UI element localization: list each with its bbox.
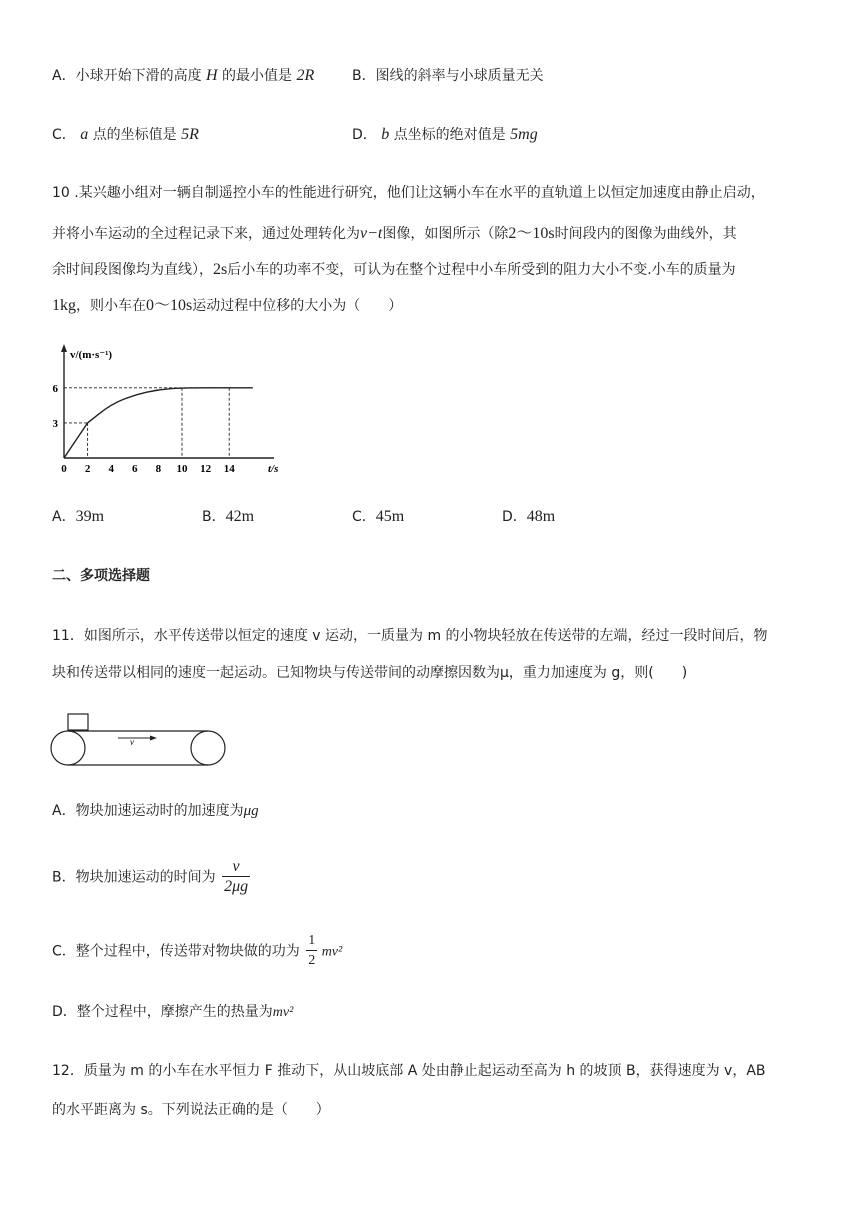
y-tick-label-6: 6 <box>52 382 58 395</box>
velocity-label: v <box>130 737 134 747</box>
x-tick-label-4: 4 <box>108 463 114 475</box>
x-tick-label-10: 10 <box>176 463 188 475</box>
q11-option-b: B．物块加速运动的时间为 $\frac{v}{2\mu g}$ <box>52 858 249 895</box>
series-line-velocity <box>64 388 253 458</box>
y-axis-arrow <box>61 344 67 352</box>
fraction-one-half: $\frac{1}{2}$ <box>308 933 316 968</box>
q10-stem-line1: 10 .某兴趣小组对一辆自制遥控小车的性能进行研究，他们让这辆小车在水平的直轨道上以恒定加速度由静止启动， <box>52 185 765 201</box>
q11-stem-line1: 11．如图所示，水平传送带以恒定的速度 v 运动，一质量为 m 的小物块轻放在传送带的左端，经过一段时间后，物 <box>52 628 768 644</box>
x-tick-label-12: 12 <box>200 463 212 475</box>
q9-option-d: D． b 点坐标的绝对值是 5mg <box>352 126 538 143</box>
q10-stem-line3: 余时间段图像均为直线），2s后小车的功率不变，可认为在整个过程中小车所受到的阻力大小不变.小车的质量为 <box>52 261 736 278</box>
y-axis-label: v/(m·s⁻¹) <box>70 349 113 361</box>
q10-stem-line4: 1kg，则小车在0～10s运动过程中位移的大小为（ ） <box>52 297 403 314</box>
x-axis-label: t/s <box>268 463 279 475</box>
q11-option-c: C．整个过程中，传送带对物块做的功为 $\frac{1}{2}$ mv² <box>52 932 342 971</box>
q9-option-b: B．图线的斜率与小球质量无关 <box>352 68 544 84</box>
left-pulley <box>51 731 85 765</box>
q10-option-b: B．42m <box>202 508 255 525</box>
q12-stem-line2: 的水平距离为 s。下列说法正确的是（ ） <box>52 1102 330 1118</box>
x-tick-label-6: 6 <box>132 463 138 475</box>
q11-option-d: D．整个过程中，摩擦产生的热量为mv² <box>52 1004 294 1020</box>
y-tick-label-3: 3 <box>52 417 58 430</box>
q10-option-c: C．45m <box>352 508 405 525</box>
block <box>68 714 88 730</box>
x-tick-label-0: 0 <box>61 463 67 475</box>
q10-stem-line2: 并将小车运动的全过程记录下来，通过处理转化为v−t图像，如图所示（除2～10s时间段内的图像为曲线外，其 <box>52 225 737 242</box>
velocity-time-graph <box>44 340 284 475</box>
fraction-v-over-2mug: $\frac{v}{2\mu g}$ <box>224 858 249 895</box>
right-pulley <box>191 731 225 765</box>
q11-option-a: A．物块加速运动时的加速度为μg <box>52 803 259 819</box>
conveyor-belt-diagram <box>50 712 230 768</box>
x-tick-label-2: 2 <box>84 463 91 475</box>
q10-option-d: D．48m <box>502 508 556 525</box>
q10-option-a: A．39m <box>52 508 105 525</box>
q9-option-c: C． a 点的坐标值是 5R <box>52 126 199 143</box>
q11-stem-line2: 块和传送带以相同的速度一起运动。已知物块与传送带间的动摩擦因数为μ，重力加速度为 g，则( ) <box>52 665 688 681</box>
q12-stem-line1: 12．质量为 m 的小车在水平恒力 F 推动下，从山坡底部 A 处由静止起运动至高为 h 的坡顶 B，获得速度为 v，AB <box>52 1063 766 1079</box>
q9-option-a: A．小球开始下滑的高度 H 的最小值是 2R <box>52 67 315 84</box>
section-title-multiple-choice: 二、多项选择题 <box>52 568 150 584</box>
x-tick-label-14: 14 <box>223 463 235 475</box>
x-tick-label-8: 8 <box>155 463 162 475</box>
velocity-arrow-head <box>150 736 157 741</box>
